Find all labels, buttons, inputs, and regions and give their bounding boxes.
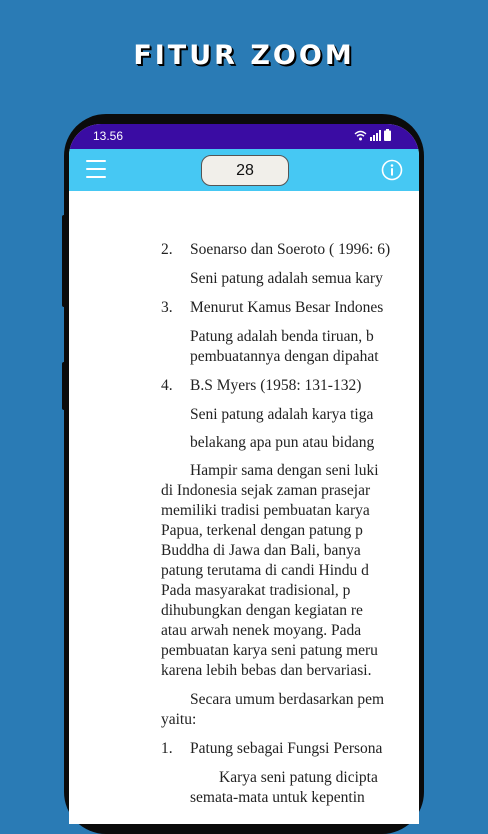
document-line: Patung adalah benda tiruan, b [190, 328, 374, 345]
document-line: atau arwah nenek moyang. Pada [161, 622, 362, 639]
status-icons [354, 129, 391, 141]
document-line: patung terutama di candi Hindu d [161, 562, 369, 579]
document-line: pembuatannya dengan dipahat [190, 348, 379, 365]
phone-screen [69, 124, 419, 824]
document-line: Hampir sama dengan seni luki [190, 462, 379, 479]
document-line: Secara umum berdasarkan pem [190, 691, 385, 708]
document-line: B.S Myers (1958: 131-132) [190, 377, 362, 394]
document-line: Menurut Kamus Besar Indones [190, 299, 384, 316]
document-line: belakang apa pun atau bidang [190, 434, 375, 451]
document-line: karena lebih bebas dan bervariasi. [161, 662, 372, 679]
document-line: di Indonesia sejak zaman prasejar [161, 482, 371, 499]
document-line: memiliki tradisi pembuatan karya [161, 502, 370, 519]
info-icon[interactable] [381, 159, 403, 181]
status-time: 13.56 [93, 129, 124, 143]
document-line: dihubungkan dengan kegiatan re [161, 602, 363, 619]
document-line: Patung sebagai Fungsi Persona [190, 740, 383, 757]
document-line: semata-mata untuk kepentin [190, 789, 365, 806]
list-number: 2. [161, 241, 173, 258]
document-line: Buddha di Jawa dan Bali, banya [161, 542, 361, 559]
page-number-input[interactable]: 28 [201, 155, 289, 186]
banner-title: FITUR ZOOM [133, 40, 355, 71]
document-line: Seni patung adalah semua kary [190, 270, 383, 287]
menu-icon[interactable] [86, 160, 106, 180]
document-line: Soenarso dan Soeroto ( 1996: 6) [190, 241, 391, 258]
document-page[interactable] [69, 191, 419, 824]
document-line: Pada masyarakat tradisional, p [161, 582, 351, 599]
signal-icon [370, 130, 381, 141]
document-line: Karya seni patung dicipta [219, 769, 378, 786]
status-bar [69, 124, 419, 149]
wifi-icon [354, 130, 367, 141]
document-line: Seni patung adalah karya tiga [190, 406, 374, 423]
toolbar [69, 149, 419, 191]
battery-icon [384, 129, 391, 141]
list-number: 4. [161, 377, 173, 394]
list-number: 1. [161, 740, 173, 757]
document-line: yaitu: [161, 711, 197, 728]
document-line: pembuatan karya seni patung meru [161, 642, 378, 659]
list-number: 3. [161, 299, 173, 316]
document-line: Papua, terkenal dengan patung p [161, 522, 363, 539]
